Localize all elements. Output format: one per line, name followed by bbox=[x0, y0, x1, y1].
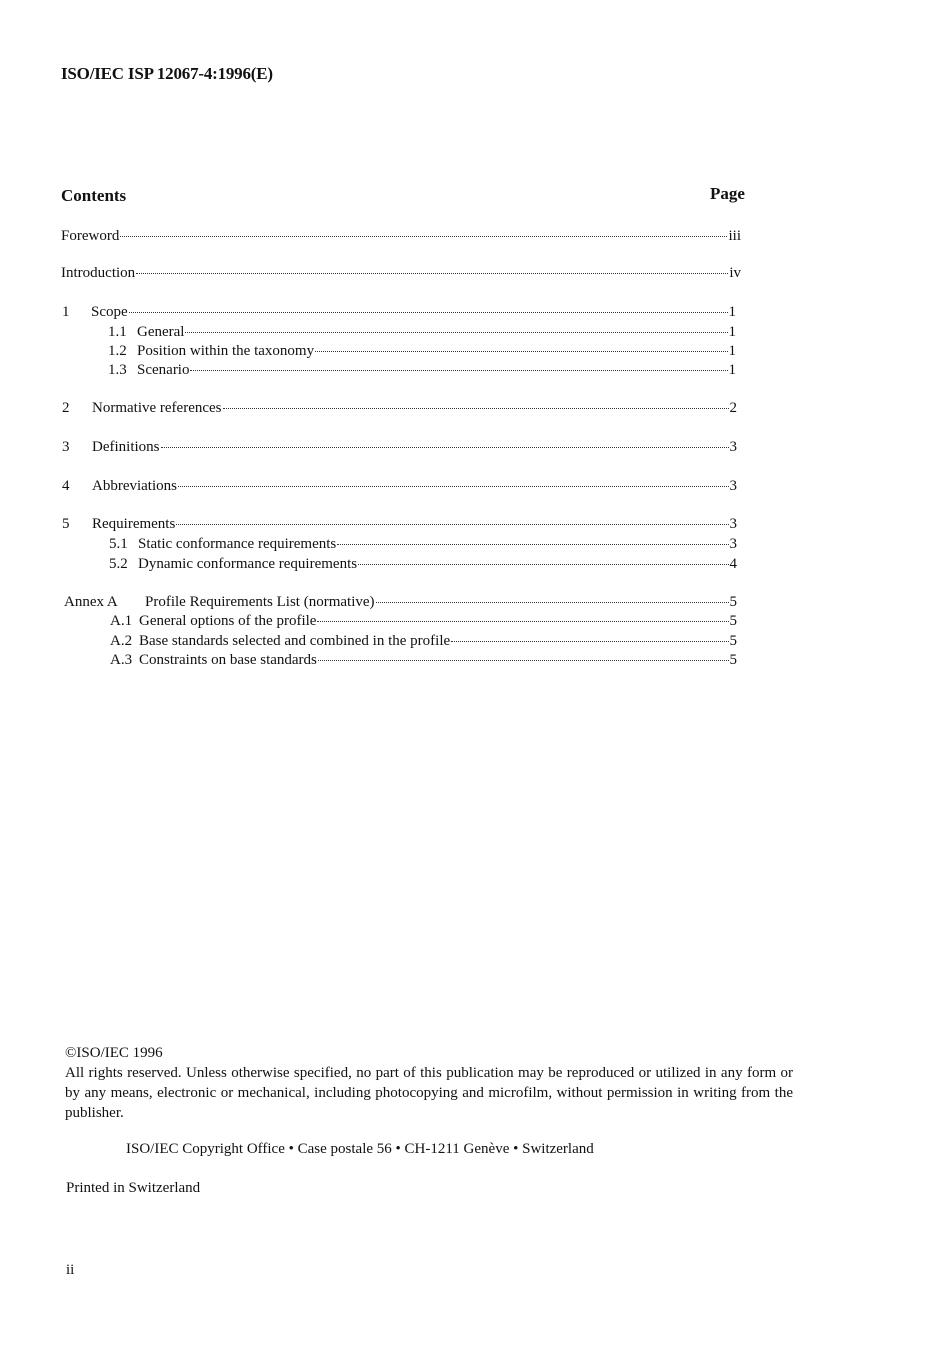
toc-entry-foreword[interactable] bbox=[61, 227, 741, 245]
toc-entry-requirements[interactable] bbox=[62, 515, 737, 533]
toc-entry-base-standards[interactable] bbox=[110, 632, 737, 650]
toc-entry-abbreviations[interactable] bbox=[62, 477, 737, 495]
toc-entry-text: Constraints on base standards bbox=[139, 652, 317, 668]
toc-entry-number: A.2 bbox=[110, 633, 133, 649]
toc-leader bbox=[129, 311, 728, 313]
toc-entry-page: 1 bbox=[728, 362, 736, 378]
toc-entry-text: Scenario bbox=[137, 362, 190, 378]
page-column-label: Page bbox=[710, 184, 745, 203]
toc-leader bbox=[451, 640, 728, 642]
toc-entry-number: 5 bbox=[62, 516, 70, 532]
toc-entry-constraints[interactable] bbox=[110, 651, 737, 669]
toc-entry-page: 5 bbox=[729, 633, 737, 649]
toc-entry-number: 1.3 bbox=[108, 362, 127, 378]
toc-entry-page: 3 bbox=[729, 478, 737, 494]
toc-entry-text: Abbreviations bbox=[92, 478, 177, 494]
toc-leader bbox=[337, 543, 728, 545]
toc-entry-text: Static conformance requirements bbox=[138, 536, 337, 552]
toc-leader bbox=[315, 350, 727, 352]
toc-entry-page: iii bbox=[728, 228, 741, 244]
toc-entry-number: 5.1 bbox=[109, 536, 128, 552]
toc-leader bbox=[176, 523, 728, 525]
toc-entry-text: Introduction bbox=[61, 265, 136, 281]
toc-entry-page: 1 bbox=[728, 304, 736, 320]
toc-entry-number: Annex A bbox=[64, 594, 118, 610]
toc-entry-page: 4 bbox=[729, 556, 737, 572]
toc-entry-text: Base standards selected and combined in the profile bbox=[139, 633, 451, 649]
toc-entry-page: 3 bbox=[729, 439, 737, 455]
toc-leader bbox=[190, 369, 727, 371]
copyright-year: ©ISO/IEC 1996 bbox=[65, 1045, 163, 1061]
toc-entry-general[interactable] bbox=[108, 323, 736, 341]
toc-entry-page: 3 bbox=[729, 516, 737, 532]
toc-entry-scenario[interactable] bbox=[108, 361, 736, 379]
toc-entry-page: 5 bbox=[729, 594, 737, 610]
toc-entry-text: Dynamic conformance requirements bbox=[138, 556, 358, 572]
toc-entry-page: iv bbox=[729, 265, 741, 281]
toc-entry-annex-a[interactable] bbox=[64, 593, 737, 611]
toc-entry-general-options[interactable] bbox=[110, 612, 737, 630]
toc-leader bbox=[358, 563, 728, 565]
toc-entry-introduction[interactable] bbox=[61, 264, 741, 282]
toc-entry-number: 2 bbox=[62, 400, 70, 416]
toc-entry-scope[interactable] bbox=[62, 303, 736, 321]
toc-entry-normative-references[interactable] bbox=[62, 399, 737, 417]
contents-title: Contents bbox=[61, 186, 127, 205]
toc-leader bbox=[161, 446, 729, 448]
toc-entry-text: Foreword bbox=[61, 228, 120, 244]
toc-entry-static-conformance[interactable] bbox=[109, 535, 737, 553]
copyright-office-address: ISO/IEC Copyright Office • Case postale 56 • CH-1211 Genève • Switzerland bbox=[126, 1141, 594, 1157]
toc-entry-page: 2 bbox=[729, 400, 737, 416]
toc-entry-page: 1 bbox=[728, 343, 736, 359]
toc-leader bbox=[318, 659, 729, 661]
toc-entry-dynamic-conformance[interactable] bbox=[109, 555, 737, 573]
toc-entry-number: 1.1 bbox=[108, 324, 127, 340]
toc-entry-text: Position within the taxonomy bbox=[137, 343, 315, 359]
toc-entry-text: Definitions bbox=[92, 439, 160, 455]
toc-entry-number: 1.2 bbox=[108, 343, 127, 359]
toc-entry-number: 5.2 bbox=[109, 556, 128, 572]
toc-entry-page: 5 bbox=[729, 613, 737, 629]
printed-in: Printed in Switzerland bbox=[66, 1180, 201, 1196]
toc-leader bbox=[317, 620, 728, 622]
toc-entry-text: General bbox=[137, 324, 185, 340]
toc-entry-text: Profile Requirements List (normative) bbox=[145, 594, 375, 610]
toc-entry-number: 4 bbox=[62, 478, 70, 494]
toc-entry-number: A.1 bbox=[110, 613, 133, 629]
copyright-notice bbox=[65, 1043, 793, 1123]
toc-entry-page: 3 bbox=[729, 536, 737, 552]
toc-leader bbox=[178, 485, 729, 487]
toc-entry-definitions[interactable] bbox=[62, 438, 737, 456]
toc-entry-number: 3 bbox=[62, 439, 70, 455]
page-number: ii bbox=[66, 1262, 75, 1278]
rights-statement: All rights reserved. Unless otherwise specified, no part of this publication may be reproduced or utilized in any form or by any means, electronic or mechanical, including photocopying and microfilm, without permission in writing from the publisher. bbox=[65, 1065, 793, 1121]
toc-entry-text: Scope bbox=[91, 304, 128, 320]
toc-leader bbox=[136, 272, 728, 274]
toc-entry-page: 5 bbox=[729, 652, 737, 668]
toc-leader bbox=[223, 407, 729, 409]
toc-entry-text: General options of the profile bbox=[139, 613, 317, 629]
toc-leader bbox=[376, 601, 729, 603]
toc-leader bbox=[120, 235, 727, 237]
toc-entry-page: 1 bbox=[728, 324, 736, 340]
toc-entry-number: A.3 bbox=[110, 652, 133, 668]
toc-entry-position[interactable] bbox=[108, 342, 736, 360]
toc-entry-text: Normative references bbox=[92, 400, 222, 416]
toc-entry-number: 1 bbox=[62, 304, 70, 320]
toc-leader bbox=[185, 331, 727, 333]
toc-entry-text: Requirements bbox=[92, 516, 176, 532]
document-id: ISO/IEC ISP 12067-4:1996(E) bbox=[61, 64, 273, 83]
